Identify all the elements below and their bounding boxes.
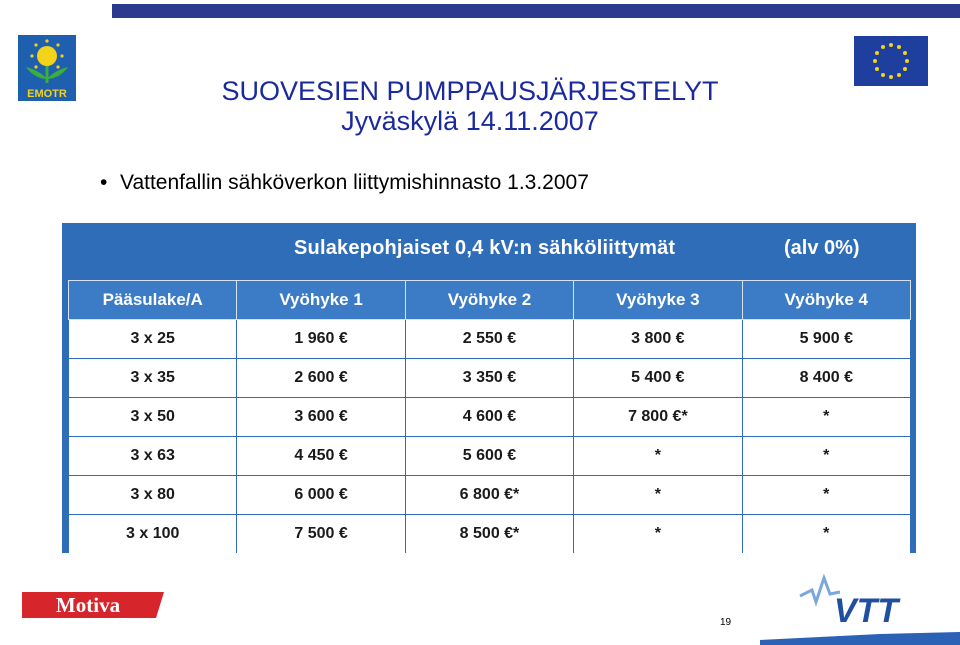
bullet-item — [100, 171, 589, 195]
column-header: Vyöhyke 1 — [237, 281, 405, 320]
bullet-dot-icon: • — [100, 171, 108, 194]
table-cell: 3 x 35 — [69, 359, 237, 398]
column-header: Pääsulake/A — [69, 281, 237, 320]
motiva-logo — [18, 588, 168, 622]
table-vat-note: (alv 0%) — [784, 237, 860, 259]
vtt-logo — [760, 572, 960, 645]
table-cell: 3 x 25 — [69, 320, 237, 359]
emotr-logo-text: EMOTR — [27, 88, 67, 100]
price-table — [68, 280, 911, 553]
table-cell: * — [574, 476, 742, 515]
page-title — [120, 76, 820, 136]
table-row — [69, 476, 911, 515]
table-cell: * — [742, 515, 910, 554]
table-cell: * — [742, 398, 910, 437]
table-cell: 3 x 63 — [69, 437, 237, 476]
table-cell: 3 x 80 — [69, 476, 237, 515]
table-row — [69, 437, 911, 476]
table-cell: 3 350 € — [405, 359, 573, 398]
table-cell: 3 x 50 — [69, 398, 237, 437]
bullet-text: Vattenfallin sähköverkon liittymishinnasto 1.3.2007 — [120, 171, 589, 194]
table-cell: * — [574, 515, 742, 554]
table-cell: 2 600 € — [237, 359, 405, 398]
table-cell: 4 600 € — [405, 398, 573, 437]
table-cell: 2 550 € — [405, 320, 573, 359]
top-banner-stripe — [112, 4, 960, 18]
table-cell: 6 800 €* — [405, 476, 573, 515]
table-cell: 6 000 € — [237, 476, 405, 515]
top-banner — [0, 0, 960, 22]
price-table-panel — [62, 223, 916, 553]
page-number: 19 — [720, 617, 732, 628]
emotr-logo — [18, 35, 76, 101]
table-cell: 3 600 € — [237, 398, 405, 437]
column-header: Vyöhyke 2 — [405, 281, 573, 320]
table-cell: * — [574, 437, 742, 476]
eu-flag-icon — [854, 36, 928, 86]
table-cell: 8 400 € — [742, 359, 910, 398]
table-cell: 5 900 € — [742, 320, 910, 359]
table-cell: 5 400 € — [574, 359, 742, 398]
title-line-1: SUOVESIEN PUMPPAUSJÄRJESTELYT — [221, 76, 719, 106]
table-cell: 7 800 €* — [574, 398, 742, 437]
column-header: Vyöhyke 4 — [742, 281, 910, 320]
table-cell: 7 500 € — [237, 515, 405, 554]
table-header-row — [69, 281, 911, 320]
table-cell: 8 500 €* — [405, 515, 573, 554]
table-cell: 5 600 € — [405, 437, 573, 476]
vtt-logo-text: VTT — [833, 592, 899, 630]
column-header: Vyöhyke 3 — [574, 281, 742, 320]
table-cell: * — [742, 476, 910, 515]
table-row — [69, 320, 911, 359]
table-cell: 3 800 € — [574, 320, 742, 359]
table-row — [69, 398, 911, 437]
table-cell: 3 x 100 — [69, 515, 237, 554]
table-row — [69, 359, 911, 398]
table-cell: 4 450 € — [237, 437, 405, 476]
motiva-logo-text: Motiva — [55, 593, 121, 617]
table-cell: * — [742, 437, 910, 476]
title-line-2: Jyväskylä 14.11.2007 — [341, 106, 599, 136]
table-cell: 1 960 € — [237, 320, 405, 359]
table-row — [69, 515, 911, 554]
table-title: Sulakepohjaiset 0,4 kV:n sähköliittymät — [294, 237, 676, 259]
